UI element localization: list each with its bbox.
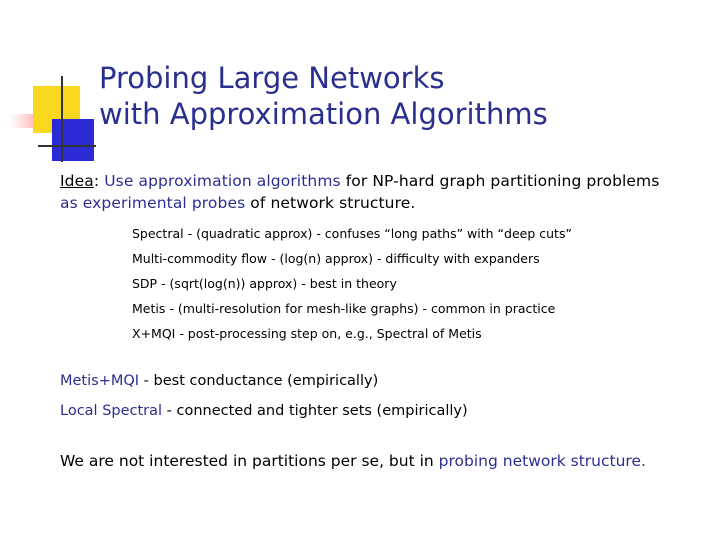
list-item-sdp: SDP - (sqrt(log(n)) approx) - best in theory bbox=[132, 276, 397, 291]
idea-highlight-probes: as experimental probes bbox=[60, 194, 246, 212]
result-desc: - connected and tighter sets (empirically) bbox=[162, 403, 468, 419]
decorative-vertical-line bbox=[61, 76, 63, 162]
slide-title bbox=[99, 60, 548, 132]
decorative-blue-square bbox=[52, 119, 94, 161]
conclusion-part-1: We are not interested in partitions per se, but in bbox=[60, 452, 439, 470]
conclusion-period: . bbox=[640, 452, 646, 470]
idea-keyword: Idea bbox=[60, 172, 94, 190]
result-desc: - best conductance (empirically) bbox=[139, 373, 379, 389]
list-item-xmqi: X+MQI - post-processing step on, e.g., Spectral of Metis bbox=[132, 326, 482, 341]
idea-colon: : bbox=[93, 172, 100, 190]
idea-text-end: of network structure. bbox=[245, 194, 416, 212]
idea-paragraph bbox=[60, 170, 716, 214]
list-item-spectral: Spectral - (quadratic approx) - confuses “long paths” with “deep cuts” bbox=[132, 226, 572, 241]
idea-highlight-approx: Use approximation algorithms bbox=[99, 172, 341, 190]
title-line-2: with Approximation Algorithms bbox=[99, 97, 548, 131]
decorative-horizontal-line bbox=[38, 145, 96, 147]
conclusion-highlight: probing network structure bbox=[438, 452, 641, 470]
idea-text: for NP-hard graph partitioning problems bbox=[340, 172, 660, 190]
list-item-metis: Metis - (multi-resolution for mesh-like graphs) - common in practice bbox=[132, 301, 556, 316]
methods-list bbox=[132, 221, 572, 346]
list-item-multicommodity: Multi-commodity flow - (log(n) approx) - difficulty with expanders bbox=[132, 251, 540, 266]
result-local-spectral bbox=[60, 403, 468, 419]
conclusion-text bbox=[60, 452, 646, 470]
result-name: Metis+MQI bbox=[60, 373, 140, 389]
title-line-1: Probing Large Networks bbox=[99, 61, 445, 95]
result-metis-mqi bbox=[60, 373, 378, 389]
result-name: Local Spectral bbox=[60, 403, 163, 419]
